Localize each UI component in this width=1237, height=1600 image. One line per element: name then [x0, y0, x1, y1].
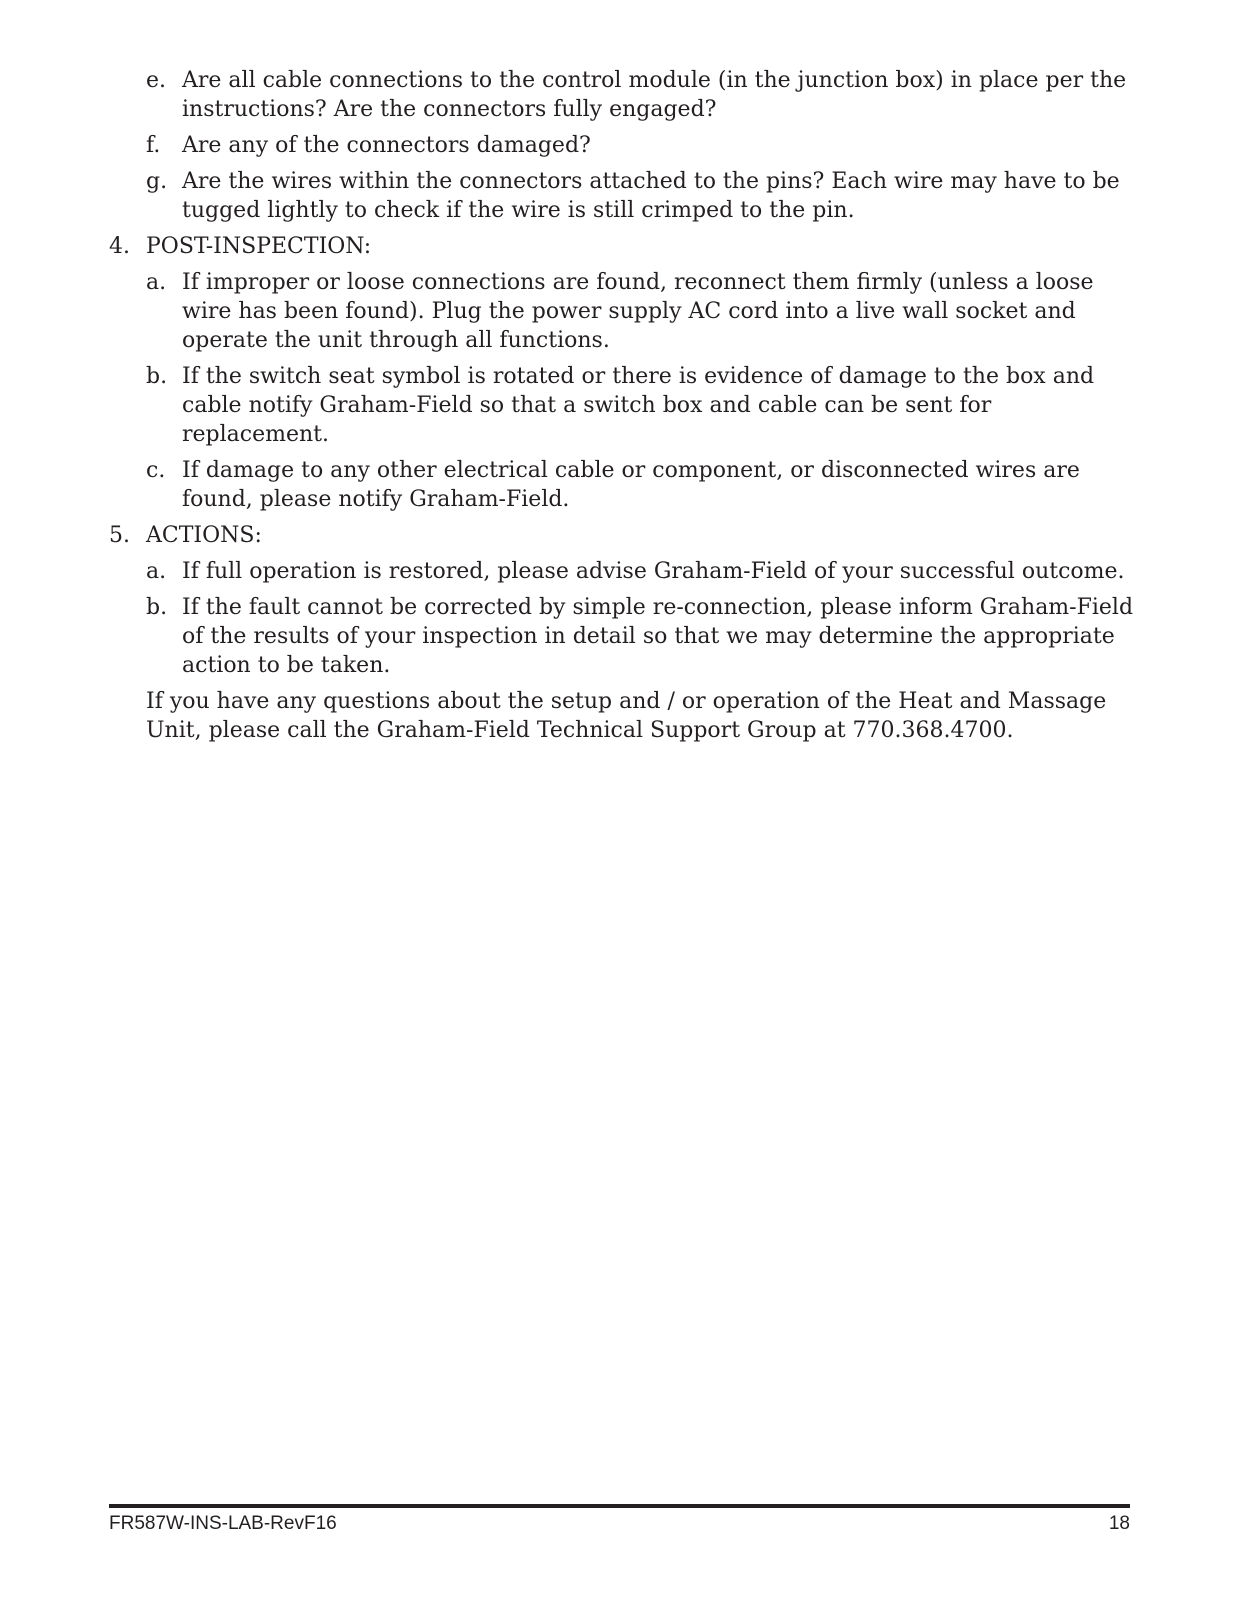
list-item-text: Are any of the connectors damaged?: [182, 133, 591, 158]
list-item-4b: [0, 362, 1237, 449]
list-item-text: If improper or loose connections are found, reconnect them firmly (unless a loose wire has been found). Plug the power supply AC cord into a live wall socket and operate the unit through all functions.: [182, 270, 1094, 353]
document-body: [0, 66, 1237, 745]
list-item-text: If damage to any other electrical cable or component, or disconnected wires are found, please notify Graham-Field.: [182, 458, 1080, 512]
footer-divider: [109, 1504, 1130, 1508]
list-item-5b: [0, 593, 1237, 680]
list-item-e: [0, 66, 1237, 124]
list-item-f: [0, 131, 1237, 160]
section-number: 5.: [109, 523, 130, 548]
list-item-text: Are all cable connections to the control module (in the junction box) in place per the instructions? Are the connectors fully engaged?: [182, 68, 1127, 122]
section-heading: POST-INSPECTION:: [146, 234, 372, 259]
list-marker: a.: [146, 270, 167, 295]
list-marker: a.: [146, 559, 167, 584]
section-heading: ACTIONS:: [146, 523, 262, 548]
section-post-inspection-heading: [0, 232, 1237, 261]
list-marker: f.: [146, 133, 161, 158]
list-marker: b.: [146, 364, 168, 389]
list-item-g: [0, 167, 1237, 225]
list-item-text: If the switch seat symbol is rotated or there is evidence of damage to the box and cable notify Graham-Field so that a switch box and cable can be sent for replacement.: [182, 364, 1095, 447]
list-item-text: If the fault cannot be corrected by simple re-connection, please inform Graham-Field of the results of your inspection in detail so that we may determine the appropriate action to be taken.: [182, 595, 1134, 678]
closing-paragraph: If you have any questions about the setup and / or operation of the Heat and Massage Unit, please call the Graham-Field Technical Support Group at 770.368.4700.: [146, 689, 1107, 743]
list-item-text: If full operation is restored, please advise Graham-Field of your successful outcome.: [182, 559, 1125, 584]
section-actions-heading: [0, 521, 1237, 550]
footer-page-number: 18: [1108, 1513, 1130, 1534]
list-item-5a: [0, 557, 1237, 586]
section-number: 4.: [109, 234, 130, 259]
list-marker: b.: [146, 595, 168, 620]
list-marker: e.: [146, 68, 167, 93]
list-item-text: Are the wires within the connectors attached to the pins? Each wire may have to be tugged lightly to check if the wire is still crimped to the pin.: [182, 169, 1120, 223]
list-item-4a: [0, 268, 1237, 355]
footer-document-id: FR587W-INS-LAB-RevF16: [109, 1513, 337, 1534]
list-item-4c: [0, 456, 1237, 514]
list-marker: g.: [146, 169, 168, 194]
list-marker: c.: [146, 458, 166, 483]
